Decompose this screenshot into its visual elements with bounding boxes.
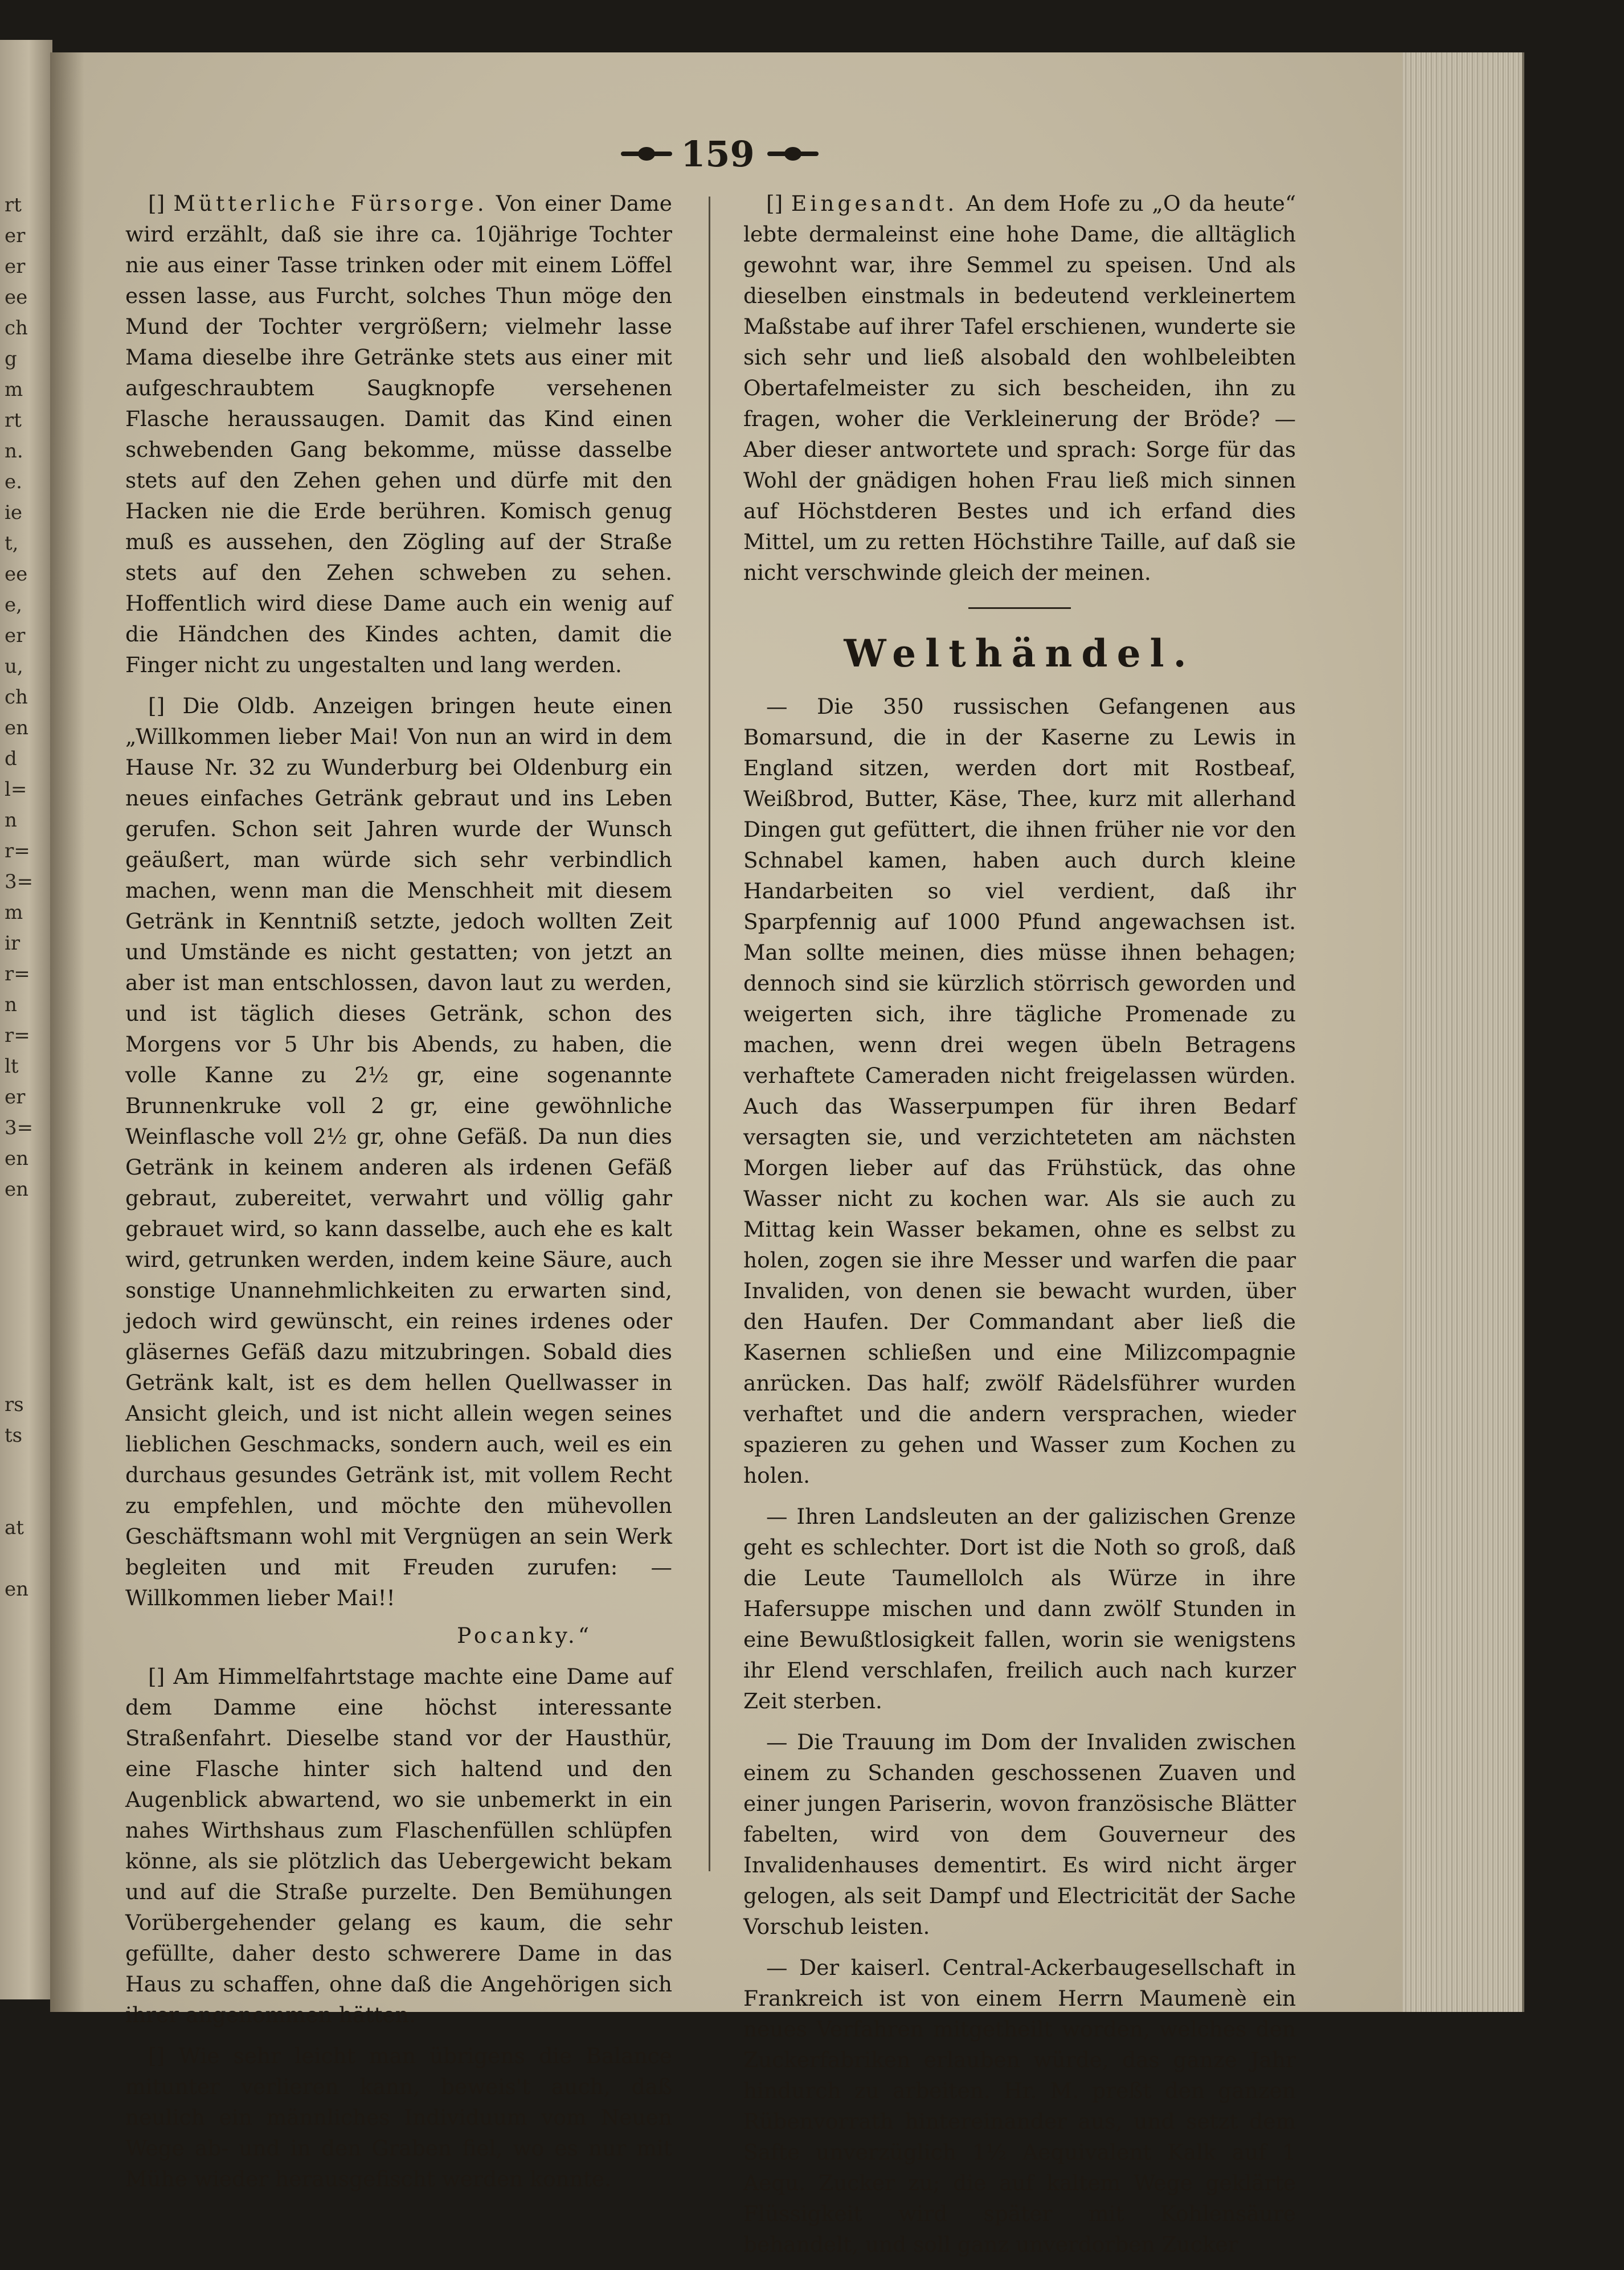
facing-page-fragment: 3= xyxy=(5,1116,34,1139)
facing-page-fragment: lt xyxy=(5,1055,19,1078)
facing-page-fragment: en xyxy=(5,1178,29,1201)
article-signature: Pocanky.“ xyxy=(457,1623,592,1648)
facing-page-fragment: ee xyxy=(5,563,28,586)
facing-page-fragment: 3= xyxy=(5,870,34,893)
facing-page-fragment: n xyxy=(5,809,17,832)
left-ornament-icon xyxy=(621,147,668,161)
gutter-shadow xyxy=(50,52,84,2012)
facing-page-fragment: en xyxy=(5,717,29,739)
page-block-edge xyxy=(1402,52,1524,2012)
facing-page-fragment: er xyxy=(5,224,26,247)
facing-page-fragment: r= xyxy=(5,963,30,985)
article-eingesandt: [] Eingesandt. An dem Hofe zu „O da heute“ lebte dermaleinst eine hohe Dame, die alltäglich gewohnt war, ihre Semmel zu speisen. Und als dieselben einstmals in bedeutend verkleinertem Maßstabe auf ihrer Tafel erschienen, wunderte sie sich sehr und ließ alsobald den wohlbeleibten Obertafelmeister zu sich bescheiden, ihn zu fragen, woher die Verkleinerung der Bröde? — Aber dieser antwortete und sprach: Sorge für das Wohl der gnädigen hohen Frau ließ mich sinnen auf Höchstderen Bestes und ich erfand dies Mittel, um zu retten Höchstihre Taille, auf daß sie nicht verschwinde gleich der meinen. xyxy=(743,191,1296,585)
article-balance: [] Wie sehr leicht man übrigens die Balance mitunter verlieren kann, beweis't auch, daß neulich ein männliches Individuum vom Neuen Wege ab- und in den Graben fiel, wo es nur mit Mühe wieder herausgefischt werden konnte. xyxy=(125,2043,672,2191)
right-column xyxy=(743,188,1296,2270)
facing-page-fragment: g xyxy=(5,347,17,370)
page-header xyxy=(621,128,815,179)
section-separator xyxy=(968,607,1071,609)
facing-page-fragment: ir xyxy=(5,932,21,955)
article-himmelfahrtstage: [] Am Himmelfahrtstage machte eine Dame auf dem Damme eine höchst interessante Straßenfahrt. Dieselbe stand vor der Hausthür, eine Flasche hinter sich haltend und den Augenblick abwartend, wo sie unbemerkt in ein nahes Wirthshaus zum Flaschenfüllen schlüpfen könne, als sie plötzlich das Uebergewicht bekam und auf die Straße purzelte. Den Bemühungen Vorübergehender gelang es kaum, die sehr gefüllte, daher desto schwerere Dame in das Haus zu schaffen, ohne daß die Angehörigen sich ihrer angenommen hätten. xyxy=(125,1664,673,2027)
page-number: 159 xyxy=(681,133,755,175)
facing-page-fragment: en xyxy=(5,1147,29,1170)
facing-page-fragment: e, xyxy=(5,594,22,616)
right-ornament-icon xyxy=(767,147,815,161)
facing-page-fragment: er xyxy=(5,255,26,278)
facing-page-fragment: t, xyxy=(5,532,19,555)
facing-page-fragment: n. xyxy=(5,440,23,463)
facing-page-fragment: l= xyxy=(5,778,27,801)
facing-page-fragment: ie xyxy=(5,501,22,524)
news-item: — Ihren Landsleuten an der galizischen Grenze geht es schlechter. Dort ist die Noth so groß, daß die Leute Taumellolch als Würze in ihre Hafersuppe mischen und dann zwölf Stunden in eine Bewußtlosigkeit fallen, worin sie wenigstens ihr Elend verschlafen, freilich auch nach kurzer Zeit sterben. xyxy=(743,1504,1296,1713)
facing-page-fragment: at xyxy=(5,1516,24,1539)
facing-page-edge xyxy=(0,40,52,1999)
facing-page-fragment: ch xyxy=(5,317,28,340)
facing-page-fragment: rs xyxy=(5,1393,24,1416)
facing-page-fragment: er xyxy=(5,1086,26,1109)
facing-page-fragment: r= xyxy=(5,840,30,862)
news-item: — Die Trauung im Dom der Invaliden zwischen einem zu Schanden geschossenen Zuaven und einer jungen Pariserin, wovon französische Blätter fabelten, wird von dem Gouverneur des Invalidenhauses dementirt. Es wird nicht ärger gelogen, als seit Dampf und Electricität der Sache Vorschub leisten. xyxy=(743,1729,1296,1939)
facing-page-fragment: r= xyxy=(5,1024,30,1047)
facing-page-fragment: ts xyxy=(5,1424,23,1447)
facing-page-fragment: ee xyxy=(5,286,28,309)
facing-page-fragment: m xyxy=(5,378,23,401)
section-heading-welthaendel: Welthändel. xyxy=(844,631,1196,676)
facing-page-fragment: rt xyxy=(5,409,22,432)
article-muetterliche-fuersorge: [] Mütterliche Fürsorge. Von einer Dame wird erzählt, daß sie ihre ca. 10jährige Tochter nie aus einer Tasse trinken oder mit einem Löffel essen lasse, aus Furcht, solches Thun möge den Mund der Tochter vergrößern; vielmehr lasse Mama dieselbe ihre Getränke stets aus einer mit aufgeschraubtem Saugknopfe versehenen Flasche heraussaugen. Damit das Kind einen schwebenden Gang bekomme, müsse dasselbe stets auf den Zehen gehen und dürfe mit den Hacken nie die Erde berühren. Komisch genug muß es aussehen, den Zögling auf der Straße stets auf den Zehen schweben zu sehen. Hoffentlich wird diese Dame auch ein wenig auf die Händchen des Kindes achten, damit die Finger nicht zu ungestalten und lang werden. xyxy=(125,191,672,677)
facing-page-fragment: er xyxy=(5,624,26,647)
facing-page-fragment: rt xyxy=(5,194,22,216)
facing-page-fragment: n xyxy=(5,993,17,1016)
news-item: — Der kaiserl. Central-Ackerbaugesellschaft in Frankreich ist von einem Herrn Maumenè ein neues Verfahren mitgetheilt worden, welches den Zuckerfabriken erlauben würde, das ganze Jahr hindurch zu arbeiten. Hr. M. preßt den ganzen Rübenvorrath hintereinander aus, und setzt dem Safte unverzüglich 1½ Aequivalent Kalk auf 1 Aequ. Zucker zu; die auf kaltem Wege geklärte Flüssigkeit wird später mit Kohlensäure behandelt, und soll ganz unverdorben Zucker xyxy=(743,1955,1296,2257)
left-column xyxy=(125,188,672,2204)
column-divider xyxy=(709,197,710,1871)
facing-page-fragment: m xyxy=(5,901,23,924)
news-item: — Die 350 russischen Gefangenen aus Bomarsund, die in der Kaserne zu Lewis in England sitzen, werden dort mit Rostbeaf, Weißbrod, Butter, Käse, Thee, kurz mit allerhand Dingen gut gefüttert, die ihnen früher nie vor den Schnabel kamen, haben auch durch kleine Handarbeiten so viel verdient, daß ihr Sparpfennig auf 1000 Pfund angewachsen ist. Man sollte meinen, dies müsse ihnen behagen; dennoch sind sie kürzlich störrisch geworden und weigerten sich, ihre tägliche Promenade zu machen, wenn drei wegen übeln Betragens verhaftete Cameraden nicht freigelassen würden. Auch das Wasserpumpen für ihren Bedarf versagten sie, und verzichteteten am nächsten Morgen lieber auf das Frühstück, das ohne Wasser nicht zu kochen war. Als sie auch zu Mittag kein Wasser bekamen, ohne es selbst zu holen, zogen sie ihre Messer und warfen die paar Invaliden, von denen sie bewacht wurden, über den Haufen. Der Commandant aber ließ die Kasernen schließen und eine Milizcompagnie anrücken. Das half; zwölf Rädelsführer wurden verhaftet und die andern versprachen, wieder spazieren zu gehen und Wasser zum Kochen zu holen. xyxy=(743,694,1296,1488)
facing-page-fragment: e. xyxy=(5,471,22,493)
article-oldb-anzeigen: [] Die Oldb. Anzeigen bringen heute einen „Willkommen lieber Mai! Von nun an wird in dem Hause Nr. 32 zu Wunderburg bei Oldenburg ein neues einfaches Getränk gebraut und ins Leben gerufen. Schon seit Jahren wurde der Wunsch geäußert, man würde sich sehr verbindlich machen, wenn man die Menschheit mit diesem Getränk in Kenntniß setzte, jedoch wollten Zeit und Umstände es nicht gestatten; von jetzt an aber ist man entschlossen, davon laut zu werden, und ist täglich dieses Getränk, schon des Morgens vor 5 Uhr bis Abends, zu haben, die volle Kanne zu 2½ gr, eine sogenannte Brunnenkruke voll 2 gr, eine gewöhnliche Weinflasche voll 2½ gr, ohne Gefäß. Da nun dies Getränk in keinem anderen als irdenen Gefäß gebraut, zubereitet, verwahrt und völlig gahr gebrauet wird, so kann dasselbe, auch ehe es kalt wird, getrunken werden, indem keine Säure, auch sonstige Unannehmlichkeiten zu erwarten sind, jedoch wird gewünscht, ein reines irdenes oder gläsernes Gefäß dazu mitzubringen. Sobald dies Getränk kalt, ist es dem hellen Quellwasser in Ansicht gleich, und ist nicht allein wegen seines lieblichen Geschmacks, sondern auch, weil es ein durchaus gesundes Getränk ist, mit vollem Recht zu empfehlen, und möchte den mühevollen Geschäftsmann wohl mit Vergnügen an sein Werk begleiten und mit Freuden zurufen: — Willkommen lieber Mai!! xyxy=(125,693,672,1610)
facing-page-fragment: en xyxy=(5,1578,29,1601)
facing-page-fragment: u, xyxy=(5,655,23,678)
facing-page-fragment: d xyxy=(5,747,17,770)
facing-page-fragment: ch xyxy=(5,686,28,709)
